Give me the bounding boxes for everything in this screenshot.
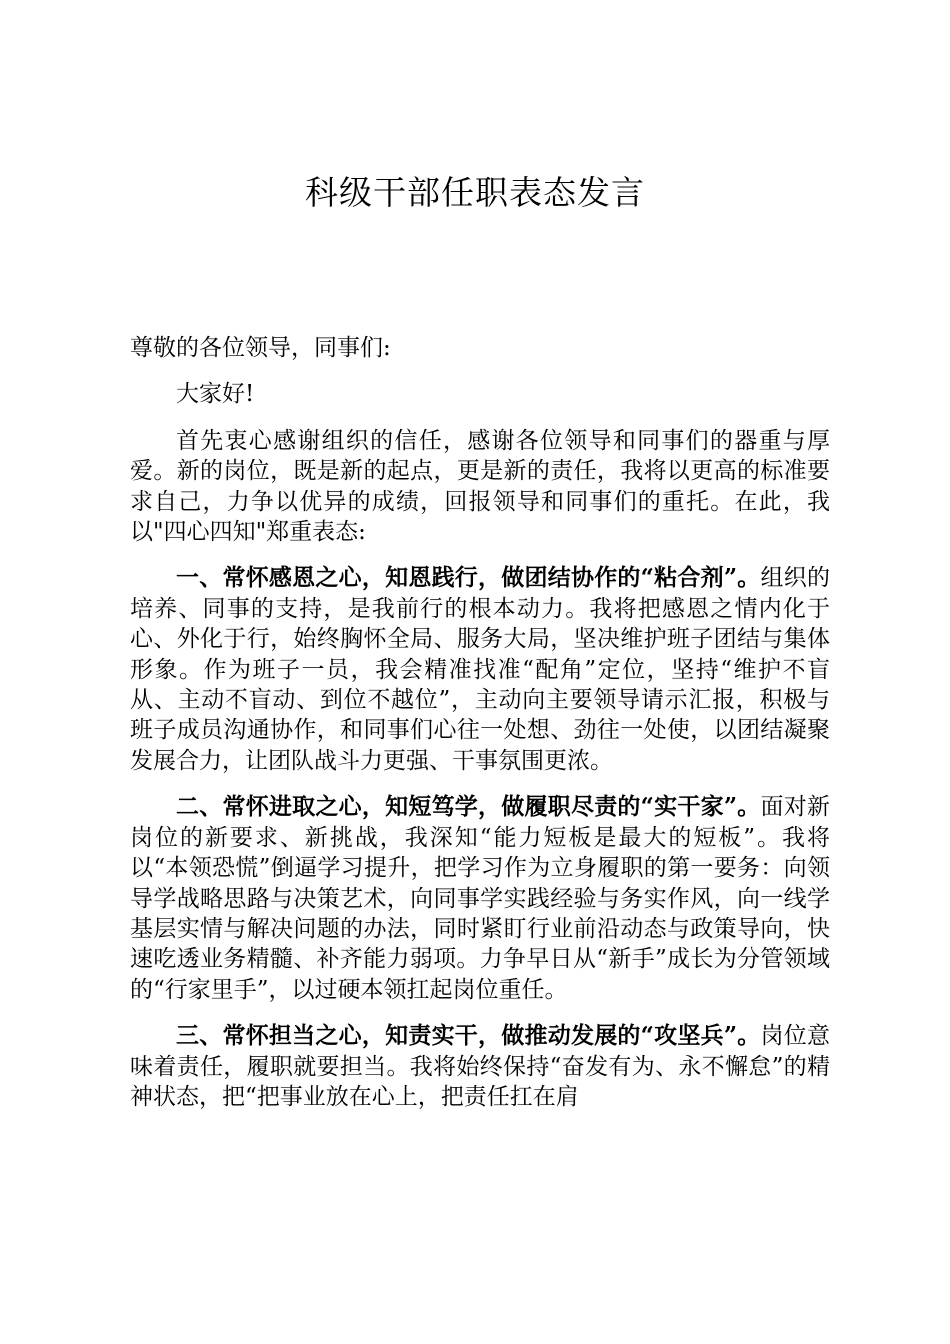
section-heading-2: 二、常怀进取之心，知短笃学，做履职尽责的“实干家”。 <box>176 793 761 821</box>
greeting: 大家好! <box>176 381 255 408</box>
section-paragraph-1 <box>130 563 830 776</box>
section-heading-1: 一、常怀感恩之心，知恩践行，做团结协作的“粘合剂”。 <box>176 564 761 592</box>
section-paragraph-2 <box>130 792 830 1005</box>
section-text-2: 面对新岗位的新要求、新挑战，我深知“能力短板是最大的短板”。我将以“本领恐慌”倒逼学习提升，把学习作为立身履职的第一要务：向领导学战略思路与决策艺术，向同事学实践经验与务实作风，向一线学基层实情与解决问题的办法，同时紧盯行业前沿动态与政策导向，快速吃透业务精髓、补齐能力弱项。力争早日从“新手”成长为分管领域的“行家里手”，以过硬本领扛起岗位重任。 <box>130 794 830 1003</box>
section-text-1: 组织的培养、同事的支持，是我前行的根本动力。我将把感恩之情内化于心、外化于行，始终胸怀全局、服务大局，坚决维护班子团结与集体形象。作为班子一员，我会精准找准“配角”定位，坚持“维护不盲从、主动不盲动、到位不越位”，主动向主要领导请示汇报，积极与班子成员沟通协作，和同事们心往一处想、劲往一处使，以团结凝聚发展合力，让团队战斗力更强、干事氛围更浓。 <box>130 565 830 774</box>
document-body <box>130 333 830 1128</box>
salutation: 尊敬的各位领导，同事们: <box>130 335 391 361</box>
section-heading-3: 三、常怀担当之心，知责实干，做推动发展的“攻坚兵”。 <box>176 1022 761 1050</box>
document-title: 科级干部任职表态发言 <box>305 173 645 212</box>
section-text-3: 岗位意味着责任，履职就要担当。我将始终保持“奋发有为、永不懈怠”的精神状态，把“把事业放在心上，把责任扛在肩 <box>130 1023 830 1110</box>
section-paragraph-3 <box>130 1021 830 1112</box>
intro-paragraph: 首先衷心感谢组织的信任，感谢各位领导和同事们的器重与厚爱。新的岗位，既是新的起点，更是新的责任，我将以更高的标准要求自己，力争以优异的成绩，回报领导和同事们的重托。在此，我以"四心四知"郑重表态: <box>130 427 830 546</box>
